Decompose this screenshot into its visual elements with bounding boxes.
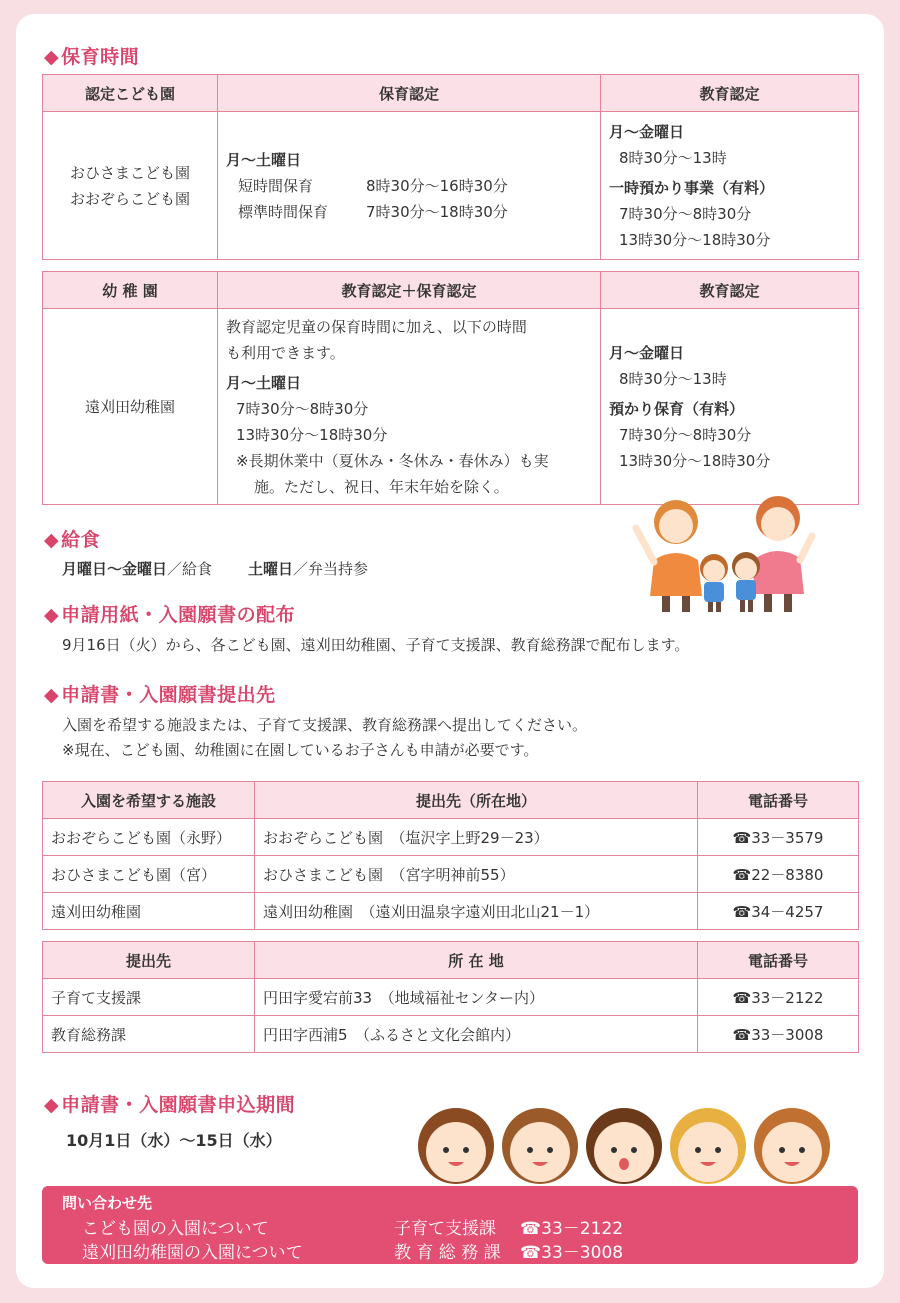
diamond-icon: ◆ <box>44 604 60 626</box>
contact-dept: 教 育 総 務 課 <box>394 1243 501 1263</box>
t4-address: 円田字愛宕前33 （地域福祉センター内） <box>255 979 698 1016</box>
t1-facilities <box>43 112 218 260</box>
t3-phone: ☎33－3579 <box>698 819 859 856</box>
t4-phone: ☎33－3008 <box>698 1016 859 1053</box>
t4-dest: 子育て支援課 <box>43 979 255 1016</box>
table-row <box>43 856 859 893</box>
t2-kyoiku-days: 月～金曜日 <box>609 343 685 362</box>
t1-hoiku-row <box>226 173 592 199</box>
t3-phone: ☎22－8380 <box>698 856 859 893</box>
facility-ohisama: おひさまこども園 <box>69 163 190 182</box>
period-title: 申請書・入園願書申込期間 <box>61 1094 296 1116</box>
t2-facility: 遠刈田幼稚園 <box>43 309 218 505</box>
contact-label: こども園の入園について <box>82 1219 269 1239</box>
lunch-weekday-note: ／給食 <box>167 560 213 578</box>
t3-dest: 遠刈田幼稚園 （遠刈田温泉字遠刈田北山21－1） <box>255 893 698 930</box>
t4-phone: ☎33－2122 <box>698 979 859 1016</box>
t2-extra-title: 預かり保育（有料） <box>609 399 745 418</box>
contact-label: 遠刈田幼稚園の入園について <box>82 1243 303 1263</box>
t2-extra-time: 13時30分～18時30分 <box>619 451 771 470</box>
hours-table-1 <box>42 74 859 260</box>
contact-title: 問い合わせ先 <box>62 1194 153 1212</box>
t2-note: 施。ただし、祝日、年末年始を除く。 <box>254 477 509 496</box>
standard-care-label: 標準時間保育 <box>238 202 329 221</box>
short-care-time: 8時30分～16時30分 <box>366 176 508 195</box>
t2-time: 13時30分～18時30分 <box>236 425 388 444</box>
t2-intro-line: も利用できます。 <box>226 343 345 362</box>
t2-days: 月～土曜日 <box>226 373 302 392</box>
lunch-title: 給食 <box>61 529 101 551</box>
diamond-icon: ◆ <box>44 529 60 551</box>
t1-extra-title: 一時預かり事業（有料） <box>609 178 775 197</box>
t2-extra-time: 7時30分～8時30分 <box>619 425 752 444</box>
t3-facility: おひさまこども園（宮） <box>43 856 255 893</box>
hours-heading <box>44 42 139 69</box>
period-text: 10月1日（水）～15日（水） <box>66 1131 282 1150</box>
table-row <box>43 979 859 1016</box>
distribution-text: 9月16日（火）から、各こども園、遠刈田幼稚園、子育て支援課、教育総務課で配布します。 <box>62 636 690 654</box>
t3-phone: ☎34－4257 <box>698 893 859 930</box>
t2-kyoiku-cell <box>601 309 859 505</box>
t4-header-dest: 提出先 <box>43 942 255 979</box>
t1-hoiku-cell <box>218 112 601 260</box>
short-care-label: 短時間保育 <box>238 176 314 195</box>
department-table <box>42 941 859 1053</box>
t1-kyoiku-cell <box>601 112 859 260</box>
standard-care-time: 7時30分～18時30分 <box>366 202 508 221</box>
lunch-weekday: 月曜日～金曜日 <box>62 560 168 578</box>
submission-title: 申請書・入園願書提出先 <box>61 684 276 706</box>
t3-dest: おひさまこども園 （宮字明神前55） <box>255 856 698 893</box>
t4-address: 円田字西浦5 （ふるさと文化会館内） <box>255 1016 698 1053</box>
t3-header-dest: 提出先（所在地） <box>255 782 698 819</box>
hours-table-2 <box>42 271 859 505</box>
t1-extra-time: 7時30分～8時30分 <box>619 204 752 223</box>
facility-oozora: おおぞらこども園 <box>69 189 190 208</box>
t1-hoiku-days: 月～土曜日 <box>226 150 302 169</box>
t2-intro-line: 教育認定児童の保育時間に加え、以下の時間 <box>226 317 527 336</box>
diamond-icon: ◆ <box>44 1094 60 1116</box>
t2-kyoiku-time: 8時30分～13時 <box>619 369 727 388</box>
t1-header-kyoiku: 教育認定 <box>601 75 859 112</box>
table-row <box>43 819 859 856</box>
t3-dest: おおぞらこども園 （塩沢字上野29－23） <box>255 819 698 856</box>
t2-header-kyoiku: 教育認定 <box>601 272 859 309</box>
table-row <box>43 893 859 930</box>
submission-note: ※現在、こども園、幼稚園に在園しているお子さんも申請が必要です。 <box>62 741 539 759</box>
diamond-icon: ◆ <box>44 684 60 706</box>
submission-table <box>42 781 859 930</box>
diamond-icon: ◆ <box>44 46 60 68</box>
t1-kyoiku-days: 月～金曜日 <box>609 122 685 141</box>
t2-combined-cell <box>218 309 601 505</box>
contact-phone: ☎33－2122 <box>520 1219 624 1239</box>
distribution-title: 申請用紙・入園願書の配布 <box>61 604 296 626</box>
t2-header-combined: 教育認定＋保育認定 <box>218 272 601 309</box>
t1-header-hoiku: 保育認定 <box>218 75 601 112</box>
lunch-saturday: 土曜日 <box>248 560 294 578</box>
t4-dest: 教育総務課 <box>43 1016 255 1053</box>
t3-header-facility: 入園を希望する施設 <box>43 782 255 819</box>
children-faces-illustration <box>414 1096 834 1188</box>
submission-line: 入園を希望する施設または、子育て支援課、教育総務課へ提出してください。 <box>62 716 588 734</box>
period-heading <box>44 1090 295 1117</box>
t1-hoiku-row <box>226 199 592 225</box>
t1-header-facility: 認定こども園 <box>43 75 218 112</box>
hours-title: 保育時間 <box>61 46 140 68</box>
t3-header-phone: 電話番号 <box>698 782 859 819</box>
t4-header-address: 所 在 地 <box>255 942 698 979</box>
lunch-heading <box>44 525 100 552</box>
lunch-schedule <box>62 558 368 579</box>
lunch-saturday-note: ／弁当持参 <box>293 560 369 578</box>
contact-dept: 子育て支援課 <box>394 1219 496 1239</box>
table-row <box>43 1016 859 1053</box>
t2-time: 7時30分～8時30分 <box>236 399 369 418</box>
t1-kyoiku-time: 8時30分～13時 <box>619 148 727 167</box>
t2-note: ※長期休業中（夏休み・冬休み・春休み）も実 <box>236 451 549 470</box>
t1-extra-time: 13時30分～18時30分 <box>619 230 771 249</box>
contact-phone: ☎33－3008 <box>520 1243 624 1263</box>
t3-facility: 遠刈田幼稚園 <box>43 893 255 930</box>
t2-header-facility: 幼 稚 園 <box>43 272 218 309</box>
contact-box <box>42 1186 858 1264</box>
submission-heading <box>44 680 276 707</box>
distribution-heading <box>44 600 295 627</box>
caregivers-children-illustration <box>628 488 824 616</box>
t4-header-phone: 電話番号 <box>698 942 859 979</box>
t3-facility: おおぞらこども園（永野） <box>43 819 255 856</box>
